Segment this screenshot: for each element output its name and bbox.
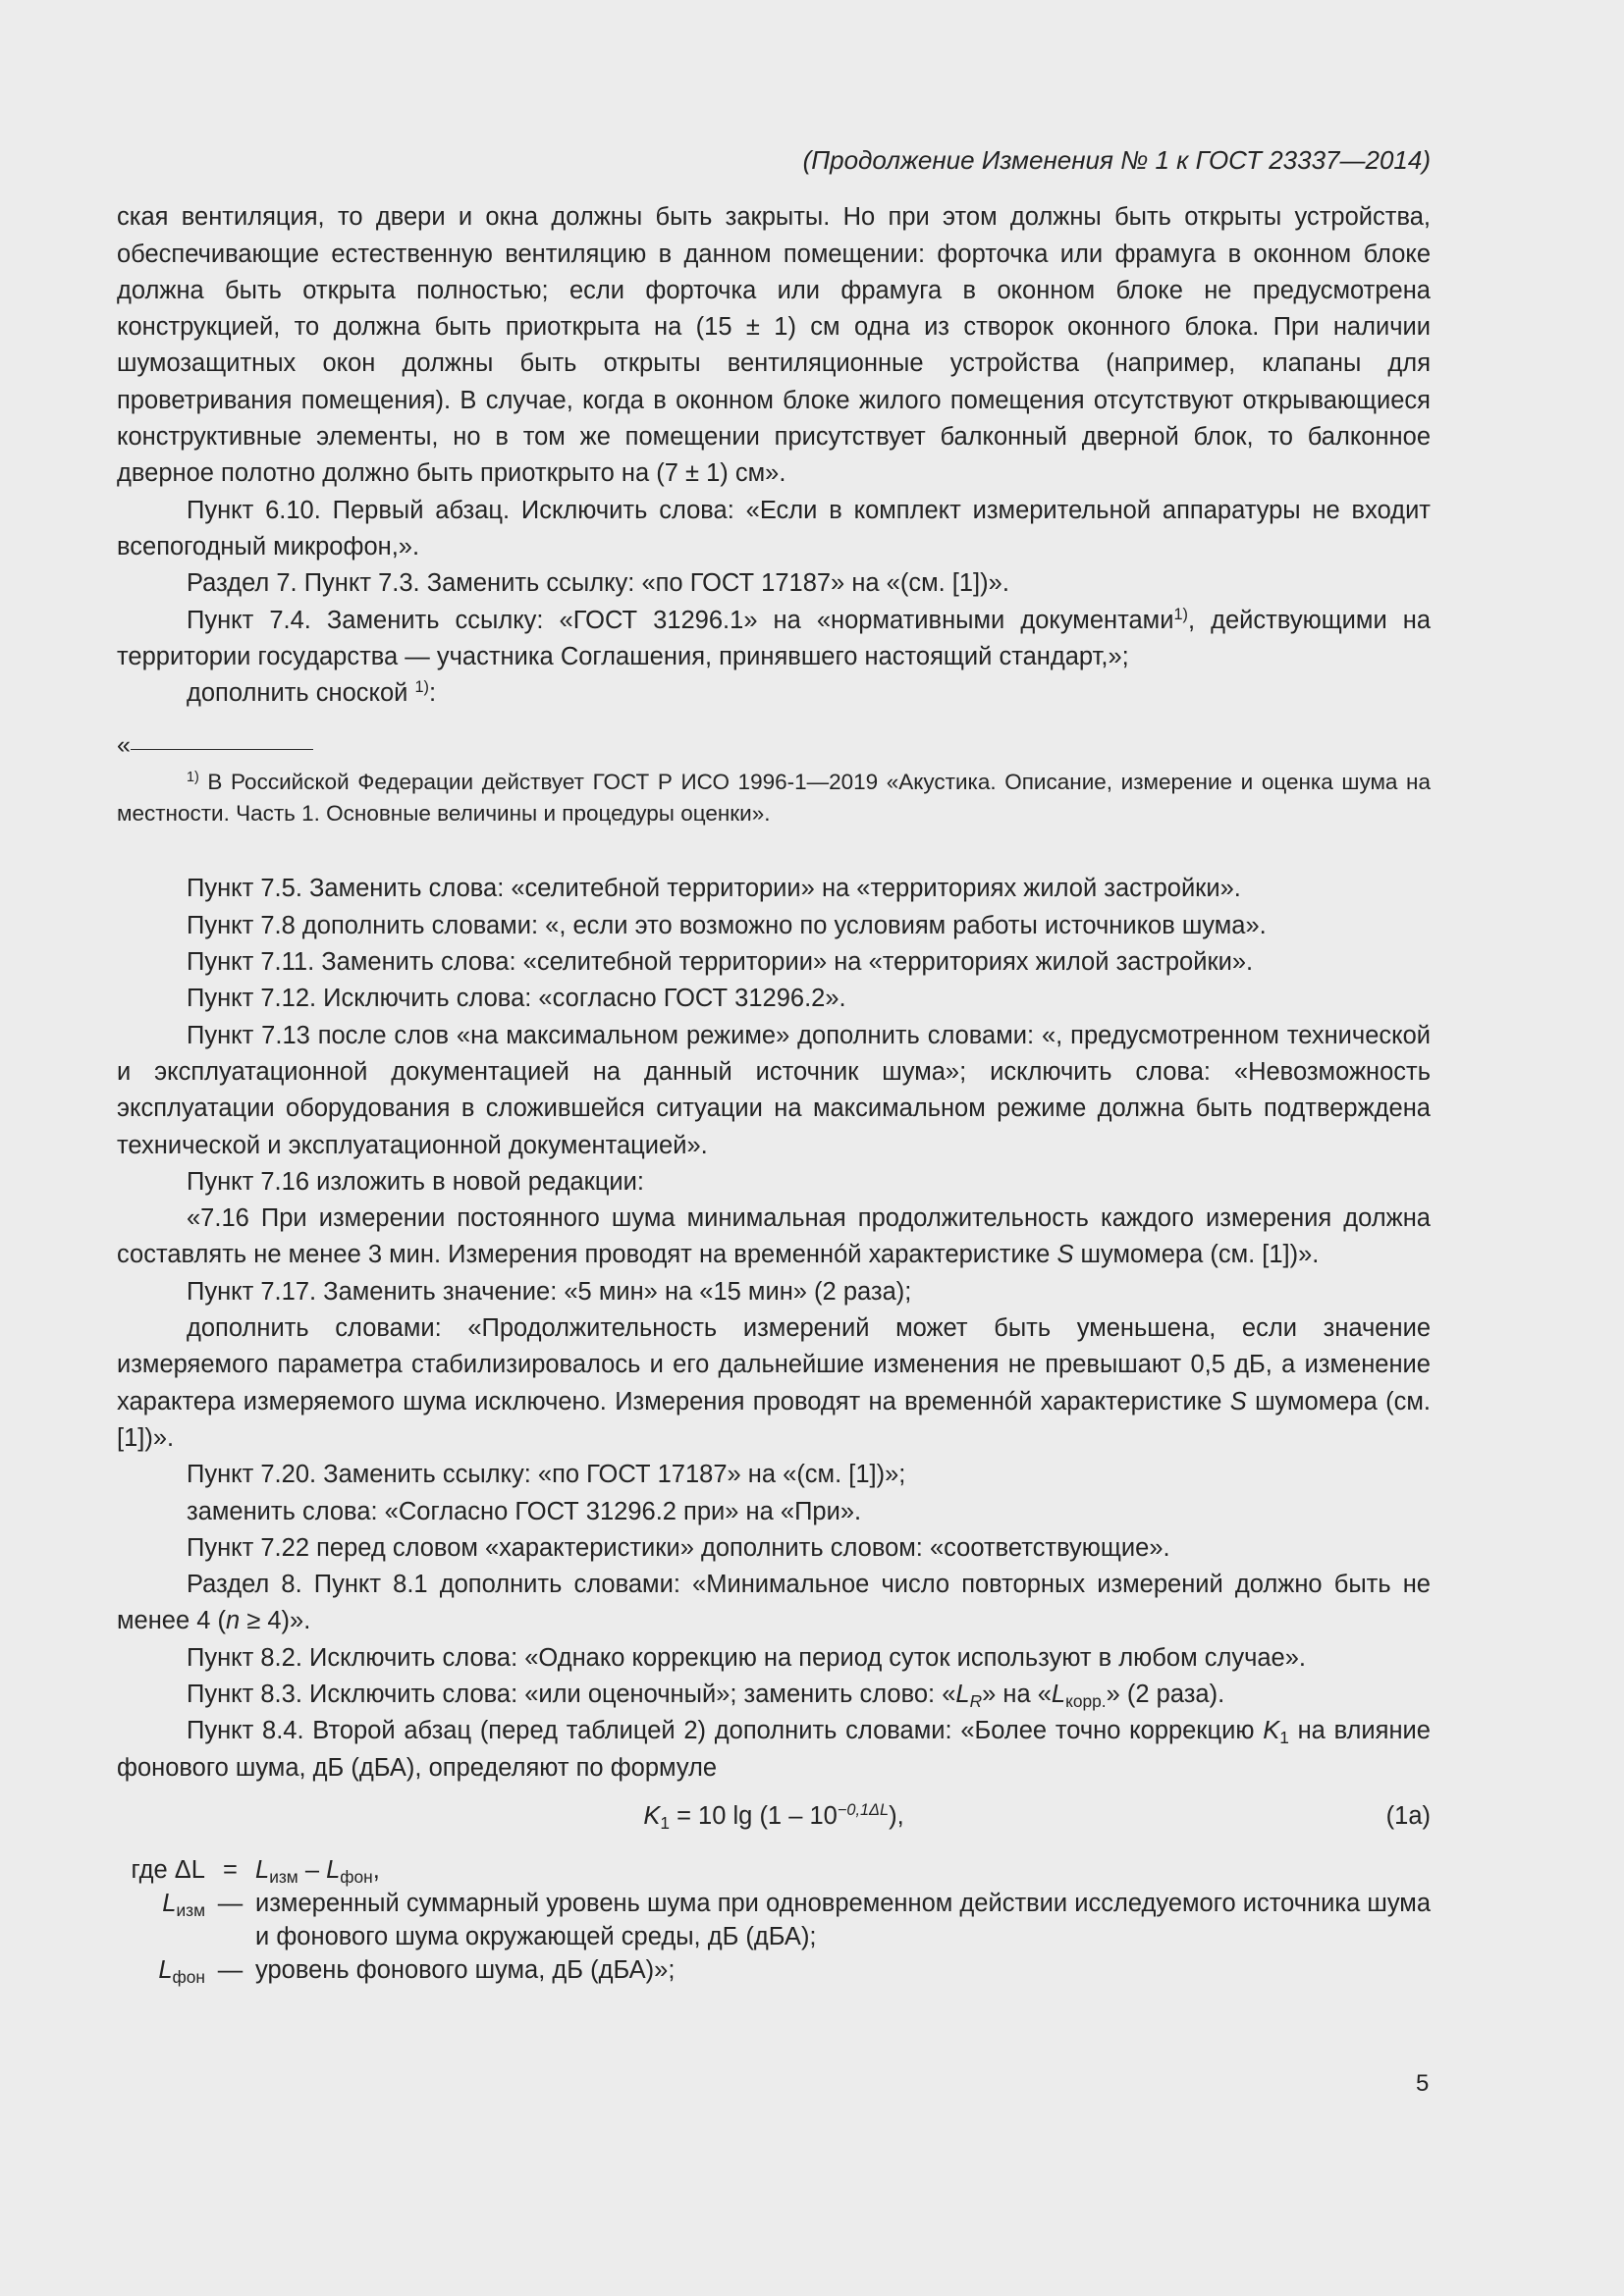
document-page [117, 142, 1431, 1987]
clause-7-16-text: «7.16 При измерении постоянного шума минимальная продолжительность каждого измерения должна составлять не менее 3 мин. Измерения проводят на временнóй характеристике [117, 1204, 1431, 1269]
clause-7-4-text-cont: , действующими на территории государства — участника Соглашения, принявшего настоящий стандарт,»; [117, 606, 1431, 670]
clause-8-3-text-cont: » (2 раза). [1106, 1680, 1225, 1708]
legend-label: где ΔL [131, 1855, 205, 1884]
legend-row [117, 1953, 1431, 1987]
footnote-ref: 1) [1173, 605, 1188, 623]
clause-7-17-add-text: дополнить словами: «Продолжительность измерений может быть уменьшена, если значение измеряемого параметра стабилизировалось и его дальнейшие изменения не превышают 0,5 дБ, а изменение характера измеряемого шума исключено. Измерения проводят на временнóй характеристике [117, 1314, 1431, 1415]
footnote-add-colon: : [428, 679, 437, 708]
symbol-l: L [1051, 1680, 1066, 1708]
clause-8-3-text-mid: » на « [982, 1680, 1052, 1708]
symbol-n: n [226, 1607, 241, 1635]
symbol-k: K [643, 1801, 661, 1830]
symbol-l-sub-korr: корр. [1065, 1690, 1107, 1711]
clause-8-3 [117, 1677, 1431, 1713]
clause-7-13: Пункт 7.13 после слов «на максимальном режиме» дополнить словами: «, предусмотренном технической и эксплуатационной документацией на данный источник шума»; исключить слова: «Невозможность эксплуатации оборудования в сложившейся ситуации на максимальном режиме должна быть подтверждена технической и эксплуатационной документацией». [117, 1021, 1431, 1159]
symbol-k: K [1263, 1717, 1280, 1745]
clause-8-4-text: Пункт 8.4. Второй абзац (перед таблицей 2) дополнить словами: «Более точно коррекцию [187, 1717, 1264, 1745]
legend-row [117, 1853, 1431, 1887]
clause-7-17-add-text-cont: шумомера (см. [1])». [117, 1387, 1431, 1452]
intro-paragraph: ская вентиляция, то двери и окна должны быть закрыты. Но при этом должны быть открыты устройства, обеспечивающие естественную вентиляцию в данном помещении: форточка или фрамуга в оконном блоке должна быть открыта полностью; если форточка или фрамуга в оконном блоке не предусмотрена конструкцией, то должна быть приоткрыта на (15 ± 1) см одна из створок оконного блока. При наличии шумозащитных окон должны быть открыты вентиляционные устройства (например, клапаны для проветривания помещения). В случае, когда в оконном блоке жилого помещения отсутствуют открывающиеся конструктивные элементы, но в том же помещении присутствует балконный дверной блок, то балконное дверное полотно должно быть приоткрыто на (7 ± 1) см». [117, 203, 1431, 488]
symbol-l-sub-izm: изм [176, 1899, 205, 1920]
footnote-rule [131, 749, 313, 750]
clause-7-4 [117, 603, 1431, 676]
clause-8-1-text-cont: ≥ 4)». [240, 1607, 311, 1635]
footnote-separator [117, 731, 1431, 763]
clause-6-10: Пункт 6.10. Первый абзац. Исключить слова: «Если в комплект измерительной аппаратуры не входит всепогодный микрофон,». [117, 496, 1431, 561]
symbol-l: L [255, 1855, 270, 1884]
symbol-l: L [162, 1889, 177, 1917]
footnote-open-quote: « [117, 731, 131, 760]
clause-8-4-text-cont: на влияние фонового шума, дБ (дБА), определяют по формуле [117, 1717, 1431, 1782]
clause-7-17-addition [117, 1310, 1431, 1457]
symbol-k-sub: 1 [660, 1812, 670, 1833]
symbol-l: L [326, 1855, 341, 1884]
symbol-k-sub: 1 [1279, 1728, 1289, 1748]
footnote-ref: 1) [414, 678, 429, 697]
footnote [117, 767, 1431, 829]
legend-label [117, 1953, 205, 1987]
footnote-add-text: дополнить сноской [187, 679, 415, 708]
clause-7-16-text-cont: шумомера (см. [1])». [1073, 1241, 1320, 1269]
clause-7-11: Пункт 7.11. Заменить слова: «селитебной территории» на «территориях жилой застройки». [187, 948, 1254, 977]
symbol-s: S [1229, 1387, 1247, 1415]
legend-definition [255, 1853, 1431, 1887]
formula-expression [117, 1798, 1431, 1835]
clause-7-20: Пункт 7.20. Заменить ссылку: «по ГОСТ 17187» на «(см. [1])»; [187, 1461, 906, 1489]
legend-row [117, 1887, 1431, 1953]
formula-legend [117, 1853, 1431, 1987]
symbol-l: L [158, 1955, 173, 1984]
footnote-text: В Российской Федерации действует ГОСТ Р ИСО 1996-1—2019 «Акустика. Описание, измерение и оценка шума на местности. Часть 1. Основные величины и процедуры оценки». [117, 770, 1431, 827]
clause-7-4-text: Пункт 7.4. Заменить ссылку: «ГОСТ 31296.1» на «нормативными документами [187, 606, 1174, 634]
legend-comma: , [372, 1855, 380, 1884]
clause-7-20-replace: заменить слова: «Согласно ГОСТ 31296.2 при» на «При». [187, 1497, 862, 1525]
legend-definition: уровень фонового шума, дБ (дБА)»; [255, 1955, 676, 1984]
formula-body-text: = 10 lg (1 – 10 [670, 1801, 838, 1830]
clause-8-3-text: Пункт 8.3. Исключить слова: «или оценочный»; заменить слово: « [187, 1680, 956, 1708]
clause-7-3: Раздел 7. Пункт 7.3. Заменить ссылку: «по ГОСТ 17187» на «(см. [1])». [187, 569, 1009, 598]
symbol-l-sub-fon: фон [172, 1966, 205, 1987]
legend-label [117, 1887, 205, 1953]
clause-7-12: Пункт 7.12. Исключить слова: «согласно ГОСТ 31296.2». [187, 985, 846, 1013]
formula-1a [117, 1798, 1431, 1835]
clause-8-1 [117, 1567, 1431, 1640]
formula-close: ), [889, 1801, 904, 1830]
clause-7-5: Пункт 7.5. Заменить слова: «селитебной территории» на «территориях жилой застройки». [187, 875, 1241, 903]
clause-8-1-text: Раздел 8. Пункт 8.1 дополнить словами: «Минимальное число повторных измерений должно быть не менее 4 ( [117, 1571, 1431, 1635]
formula-exponent: −0,1ΔL [837, 1800, 890, 1819]
legend-separator: = [223, 1855, 238, 1884]
formula-number: (1a) [1385, 1801, 1431, 1830]
clause-7-16: Пункт 7.16 изложить в новой редакции: [187, 1167, 645, 1196]
footnote-mark: 1) [187, 770, 199, 786]
clause-7-17: Пункт 7.17. Заменить значение: «5 мин» на «15 мин» (2 раза); [187, 1277, 912, 1306]
clause-7-22: Пункт 7.22 перед словом «характеристики» дополнить словом: «соответствующие». [187, 1533, 1170, 1562]
page-number: 5 [1416, 2070, 1430, 2097]
clause-7-8: Пункт 7.8 дополнить словами: «, если это возможно по условиям работы источников шума». [187, 911, 1267, 939]
symbol-l: L [955, 1680, 970, 1708]
running-header: (Продолжение Изменения № 1 к ГОСТ 23337—2014) [802, 145, 1431, 175]
clause-7-16-new-text [117, 1201, 1431, 1274]
symbol-l-sub-izm: изм [269, 1866, 298, 1887]
footnote-add-line [117, 675, 1431, 712]
clause-8-2: Пункт 8.2. Исключить слова: «Однако коррекцию на период суток используют в любом случае». [187, 1643, 1307, 1672]
legend-definition: измеренный суммарный уровень шума при одновременном действии исследуемого источника шума и фонового шума окружающей среды, дБ (дБА); [255, 1889, 1431, 1950]
minus-sign: – [298, 1855, 327, 1884]
symbol-l-sub-r: R [969, 1690, 983, 1711]
clause-8-4 [117, 1713, 1431, 1787]
legend-separator: — [217, 1889, 244, 1917]
symbol-l-sub-fon: фон [340, 1866, 373, 1887]
symbol-s: S [1056, 1241, 1074, 1269]
legend-separator: — [217, 1955, 244, 1984]
